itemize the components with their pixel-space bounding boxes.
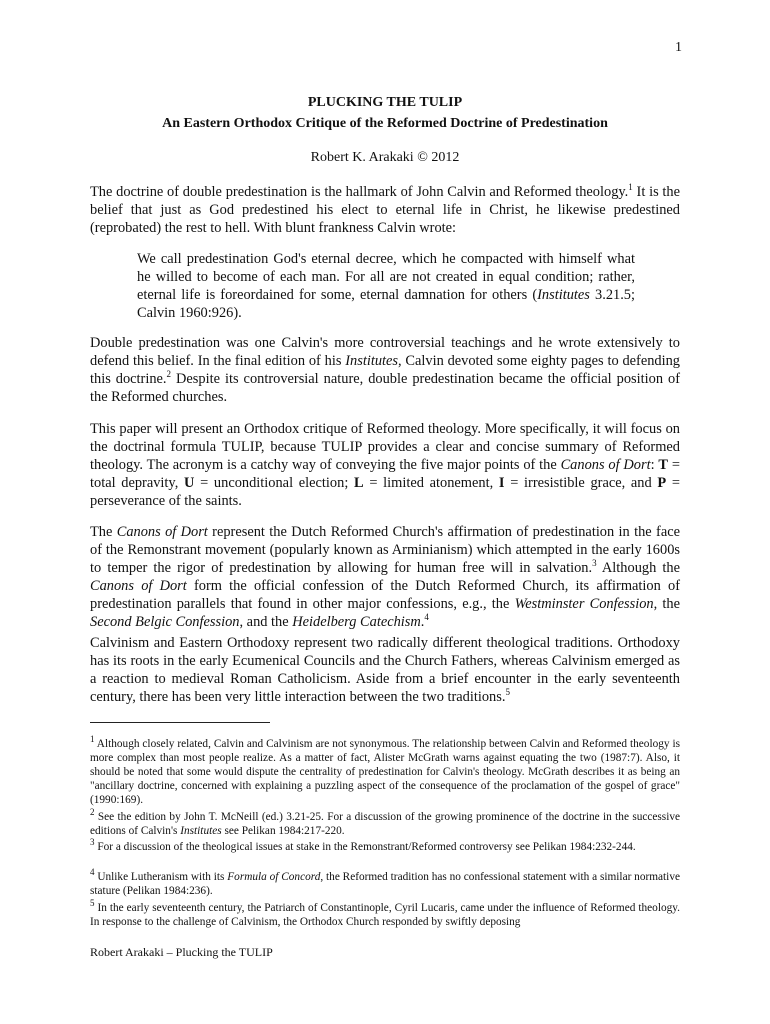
paragraph-1: The doctrine of double predestination is the hallmark of John Calvin and Reformed theology.$^1$ It is the belief that just as God predestined his elect to eternal life in Christ, he likewise predestined (reprobated) the rest to hell. With blunt frankness Calvin wrote: (90, 182, 681, 236)
author-line: Robert K. Arakaki © 2012 (310, 150, 460, 165)
paragraph-2: Double predestination was one Calvin's more controversial teachings and he wrote extensively to defend this belief. In the final edition of his Institutes, Calvin devoted some eighty pages to defending this doctrine.$^2$ Despite its controversial nature, double predestination became the official position of the Reformed churches. (90, 335, 680, 405)
paragraph-4: The Canons of Dort represent the Dutch Reformed Church's affirmation of predestination in the face of the Remonstrant movement (popularly known as Arminianism) which attempted in the early 1600s to temper the rigor of predestination by allowing for human free will in salvation.$^3$ Although the Canons of Dort form the official confession of the Dutch Reformed Church, its affirmation of predestination parallels that found in other major confessions, e.g., the Westminster Confession, the Second Belgic Confession, and the Heidelberg Catechism.$^4$ (90, 524, 681, 630)
footnote-ref-5[interactable]: 5 (505, 687, 510, 698)
footnote-5: $^5$ In the early seventeenth century, the Patriarch of Constantinople, Cyril Lucaris, came under the influence of Reformed theology. In response to the challenge of Calvinism, the Orthodox Church responded by swiftly deposing (90, 898, 680, 928)
footnote-separator (90, 722, 270, 723)
footnote-2: $^2$ See the edition by John T. McNeill (ed.) 3.21-25. For a discussion of the growing prominence of the doctrine in the successive editions of Calvin's Institutes see Pelikan 1984:217-220. (90, 807, 680, 837)
page-number: 1 (675, 40, 682, 55)
document-title: PLUCKING THE TULIP (307, 95, 463, 110)
footnote-4: $^4$ Unlike Lutheranism with its Formula of Concord, the Reformed tradition has no confessional statement with a similar normative stature (Pelikan 1984:236). (90, 867, 680, 897)
footnote-ref-1[interactable]: 1 (628, 182, 633, 193)
paragraph-3: This paper will present an Orthodox critique of Reformed theology. More specifically, it will focus on the doctrinal formula TULIP, because TULIP provides a clear and concise summary of Reformed theology. The acronym is a catchy way of conveying the five major points of the Canons of Dort: T = total depravity, U = unconditional election; L = limited atonement, I = irresistible grace, and P = perseverance of the saints. (90, 421, 681, 509)
footnote-ref-3[interactable]: 3 (592, 558, 597, 569)
block-quote: We call predestination God's eternal decree, which he compacted with himself what he willed to become of each man. For all are not created in equal condition; rather, eternal life is foreordained for some, eternal damnation for others (Institutes 3.21.5; Calvin 1960:926). (137, 251, 635, 321)
paragraph-5: Calvinism and Eastern Orthodoxy represent two radically different theological traditions. Orthodoxy has its roots in the early Ecumenical Councils and the Church Fathers, whereas Calvinism emerged as a reaction to medieval Roman Catholicism. Aside from a brief encounter in the early seventeenth century, there has been very little interaction between the two traditions.$^5$ (90, 635, 680, 705)
footnote-ref-2[interactable]: 2 (166, 369, 172, 380)
footnote-ref-4[interactable]: 4 (424, 612, 429, 623)
document-subtitle: An Eastern Orthodox Critique of the Reformed Doctrine of Predestination (162, 116, 608, 131)
page-footer: Robert Arakaki – Plucking the TULIP (90, 945, 273, 959)
footnote-1: $^1$ Although closely related, Calvin and Calvinism are not synonymous. The relationship between Calvin and Reformed theology is more complex than most people realize. As a matter of fact, Alister McGrath warns against equating the two (1987:7). Also, it should be noted that some would dispute the centrality of predestination for Calvin's theology. McGrath describes it as being an "ancillary doctrine, concerned with explaining a puzzling aspect of the consequence of the proclamation of the gospel of grace" (1990:169). (90, 734, 680, 806)
footnote-3: $^3$ For a discussion of the theological issues at stake in the Remonstrant/Reformed controversy see Pelikan 1984:232-244. (90, 837, 636, 853)
